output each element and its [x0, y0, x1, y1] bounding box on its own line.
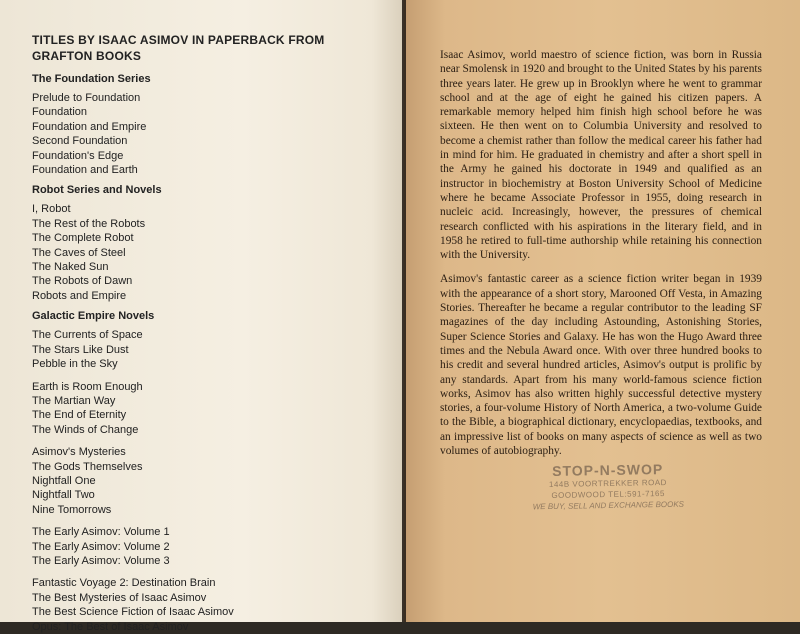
book-title: Nightfall One: [32, 474, 96, 487]
book-title: The Winds of Change: [32, 423, 139, 436]
book-title: Pebble in the Sky: [32, 358, 118, 371]
book-title: The Robots of Dawn: [32, 275, 133, 288]
book-title: The End of Eternity: [32, 409, 127, 422]
book-title: The Complete Robot: [32, 232, 134, 245]
book-title: The Gods Themselves: [32, 460, 143, 473]
series-heading: Galactic Empire Novels: [32, 310, 155, 323]
book-title: Opus: The Best of Isaac Asimov: [32, 620, 189, 633]
book-title: The Currents of Space: [32, 329, 143, 342]
series-section: [32, 309, 384, 634]
series-heading: Robot Series and Novels: [32, 184, 162, 197]
author-biography: [440, 48, 762, 458]
title-list: [32, 72, 384, 634]
group-spacer: [32, 372, 384, 380]
stamp-shop-name: STOP-N-SWOP: [552, 461, 664, 479]
book-title: The Caves of Steel: [32, 246, 126, 259]
group-spacer: [32, 437, 384, 445]
book-title: I, Robot: [32, 203, 71, 216]
book-title: Foundation's Edge: [32, 149, 124, 162]
book-title: Robots and Empire: [32, 289, 127, 302]
book-title: The Early Asimov: Volume 3: [32, 554, 170, 567]
group-spacer: [32, 568, 384, 576]
book-title: The Best Mysteries of Isaac Asimov: [32, 591, 207, 604]
book-title: Foundation and Earth: [32, 164, 138, 177]
book-title: Second Foundation: [32, 135, 128, 148]
group-spacer: [32, 517, 384, 525]
bio-paragraph: Isaac Asimov, world maestro of science fiction, was born in Russia near Smolensk in 1920 and brought to the United States by his parents three years later. He grew up in Brooklyn where he went to grammar school and at the age of eight he gained his citizen papers. A remarkable memory helped him finish high school before he was sixteen. He then went on to Columbia University and resolved to become a chemist rather than follow the medical career his father had in mind for him. He graduated in chemistry and after a short spell in the Army he gained his doctorate in 1949 and qualified as an instructor in biochemistry at Boston University School of Medicine where he became Associate Professor in 1955, doing research in nucleic acid. Increasingly, however, the pressures of chemical research conflicted with his aspirations in the literary field, and in 1958 he retired to full-time authorship while retaining his connection with the University.: [440, 49, 762, 262]
book-title: Foundation and Empire: [32, 120, 147, 133]
book-title: Fantastic Voyage 2: Destination Brain: [32, 577, 216, 590]
series-section: [32, 72, 384, 177]
series-heading: The Foundation Series: [32, 73, 151, 85]
book-title: Prelude to Foundation: [32, 92, 141, 104]
book-title: The Naked Sun: [32, 261, 109, 274]
stamp-address: 144B VOORTREKKER ROAD: [548, 477, 667, 490]
book-title: Nine Tomorrows: [32, 503, 112, 516]
bio-paragraph: Asimov's fantastic career as a science fiction writer began in 1939 with the appearance of a short story, Marooned Off Vesta, in Amazing Stories. Thereafter he became a regular contributor to the leading SF magazines of the day including Astounding, Astonishing Stories, Super Science Stories and Galaxy. He has won the Hugo Award three times and the Nebula Award once. With over three hundred books to his credit and several hundred articles, Asimov's output is prolific by any standards. Apart from his many world-famous science fiction works, Asimov has also written highly successful detective mystery stories, a four-volume History of North America, a two-volume Guide to the Bible, a biographical dictionary, encyclopaedias, textbooks, and an impressive list of books on many aspects of science as well as two volumes of autobiography.: [440, 273, 762, 458]
book-title: The Martian Way: [32, 394, 116, 407]
bookshop-stamp: [528, 461, 689, 513]
book-title: The Early Asimov: Volume 2: [32, 540, 170, 553]
book-title: Earth is Room Enough: [32, 380, 143, 393]
right-page: [406, 0, 800, 622]
book-title: Foundation: [32, 106, 88, 119]
book-title: The Early Asimov: Volume 1: [32, 526, 170, 539]
book-title: Nightfall Two: [32, 489, 95, 502]
stamp-city-phone: GOODWOOD TEL:591-7165: [551, 489, 665, 500]
page-title: TITLES BY ISAAC ASIMOV IN PAPERBACK FROM GRAFTON BOOKS: [32, 33, 325, 63]
stamp-slogan: WE BUY, SELL AND EXCHANGE BOOKS: [532, 499, 685, 512]
book-title: The Best Science Fiction of Isaac Asimov: [32, 606, 234, 619]
book-title: The Rest of the Robots: [32, 217, 146, 230]
series-section: [32, 183, 384, 303]
book-title: The Stars Like Dust: [32, 343, 129, 356]
book-title: Asimov's Mysteries: [32, 446, 126, 459]
